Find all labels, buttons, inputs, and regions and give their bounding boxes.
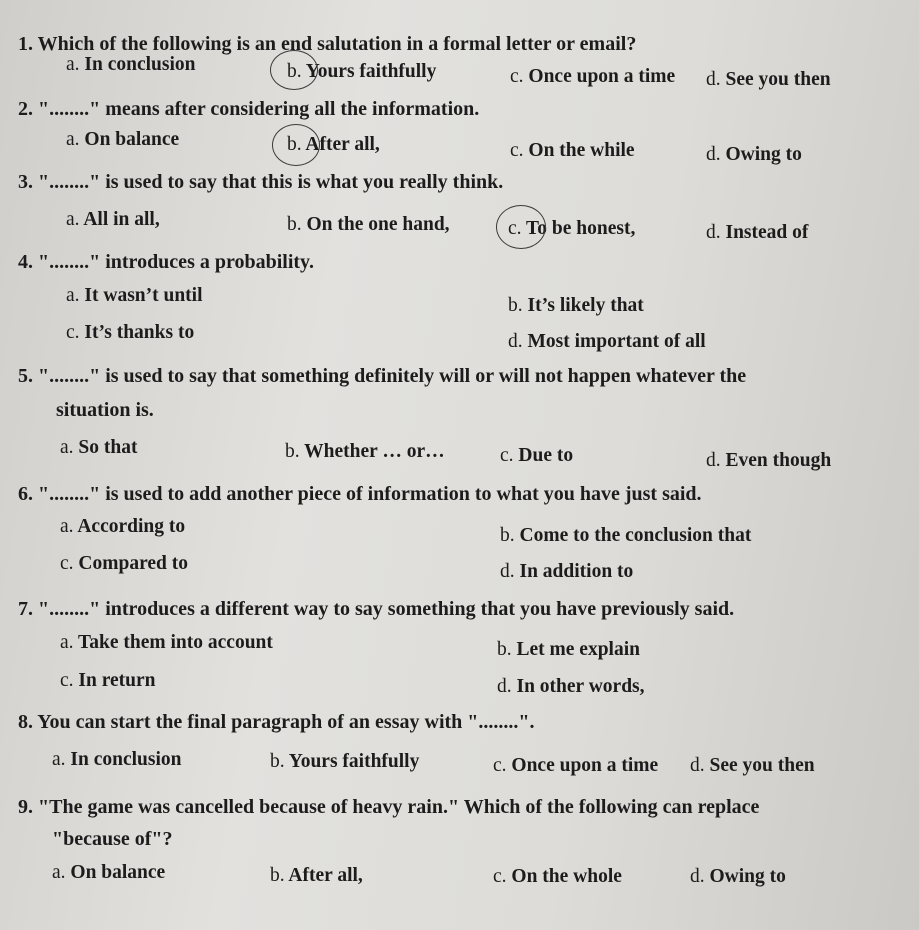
- question-6-prompt: 6. "........" is used to add another piece of information to what you have just said.: [18, 483, 702, 505]
- question-7-option-c: [60, 671, 156, 691]
- question-7-option-b: [497, 640, 640, 660]
- option-text: In other words,: [511, 676, 645, 697]
- option-text: Compared to: [73, 553, 188, 574]
- option-letter: b.: [287, 134, 302, 155]
- question-4-option-c: [66, 323, 194, 343]
- question-1-option-d: [706, 70, 831, 90]
- option-letter: c.: [60, 553, 74, 574]
- option-letter: c.: [508, 218, 522, 239]
- option-text: After all,: [284, 865, 363, 886]
- option-text: Most important of all: [522, 331, 706, 352]
- option-text: See you then: [704, 755, 815, 776]
- option-text: According to: [73, 516, 186, 537]
- option-text: Come to the conclusion that: [514, 525, 752, 546]
- question-4-option-d: [508, 332, 706, 352]
- question-2-prompt: 2. "........" means after considering all the information.: [18, 98, 480, 120]
- option-letter: a.: [60, 632, 74, 653]
- question-7-option-a: [60, 633, 273, 653]
- option-letter: b.: [508, 295, 523, 316]
- question-2-option-c: [510, 141, 635, 161]
- question-8-option-c: [493, 756, 658, 776]
- question-6-option-d: [500, 562, 633, 582]
- option-text: See you then: [720, 69, 831, 90]
- question-8-option-b: [270, 752, 419, 772]
- question-1-option-b: [287, 62, 436, 82]
- question-9-option-c: [493, 867, 622, 887]
- option-letter: a.: [52, 862, 66, 883]
- option-text: It’s likely that: [522, 295, 644, 316]
- option-text: On the whole: [506, 866, 622, 887]
- option-text: Due to: [513, 445, 574, 466]
- question-3-option-d: [706, 223, 808, 243]
- question-3-option-b: [287, 215, 450, 235]
- option-text: On the while: [523, 140, 635, 161]
- option-letter: c.: [493, 755, 507, 776]
- option-text: It’s thanks to: [79, 322, 195, 343]
- question-2-option-d: [706, 145, 802, 165]
- option-letter: b.: [285, 441, 300, 462]
- question-8-option-a: [52, 750, 181, 770]
- option-text: So that: [73, 437, 138, 458]
- option-letter: b.: [270, 865, 285, 886]
- option-letter: d.: [706, 222, 721, 243]
- option-letter: a.: [52, 749, 66, 770]
- option-letter: a.: [60, 437, 74, 458]
- option-text: Even though: [720, 450, 832, 471]
- question-1-option-a: [66, 55, 195, 75]
- question-2-option-b: [287, 135, 380, 155]
- option-text: Owing to: [704, 866, 786, 887]
- question-8-option-d: [690, 756, 815, 776]
- question-3-prompt: 3. "........" is used to say that this is what you really think.: [18, 171, 504, 193]
- question-4-option-b: [508, 296, 644, 316]
- option-letter: d.: [500, 561, 515, 582]
- option-text: Whether … or…: [299, 441, 445, 462]
- option-text: On balance: [79, 129, 180, 150]
- option-letter: b.: [270, 751, 285, 772]
- question-6-option-a: [60, 517, 185, 537]
- option-letter: b.: [287, 214, 302, 235]
- question-2-option-a: [66, 130, 179, 150]
- option-text: Instead of: [720, 222, 809, 243]
- question-9-option-b: [270, 866, 363, 886]
- option-text: Owing to: [720, 144, 802, 165]
- option-letter: d.: [690, 755, 705, 776]
- question-6-option-b: [500, 526, 751, 546]
- question-6-option-c: [60, 554, 188, 574]
- question-8-prompt: 8. You can start the final paragraph of an essay with "........".: [18, 711, 535, 733]
- question-7-option-d: [497, 677, 645, 697]
- question-5-option-a: [60, 438, 137, 458]
- question-3-option-a: [66, 210, 160, 230]
- question-3-option-c: [508, 219, 635, 239]
- question-1-option-c: [510, 67, 675, 87]
- option-letter: a.: [66, 129, 80, 150]
- option-text: All in all,: [79, 209, 160, 230]
- option-text: On the one hand,: [301, 214, 450, 235]
- option-letter: d.: [508, 331, 523, 352]
- question-5-prompt-continued: situation is.: [56, 399, 154, 421]
- question-9-option-d: [690, 867, 786, 887]
- option-text: Once upon a time: [523, 66, 676, 87]
- option-letter: b.: [287, 61, 302, 82]
- option-letter: c.: [500, 445, 514, 466]
- option-letter: d.: [706, 450, 721, 471]
- option-text: In addition to: [514, 561, 634, 582]
- option-text: In conclusion: [65, 749, 182, 770]
- question-9-prompt-continued: "because of"?: [52, 828, 173, 850]
- question-5-option-d: [706, 451, 831, 471]
- question-4-prompt: 4. "........" introduces a probability.: [18, 251, 314, 273]
- option-letter: b.: [500, 525, 515, 546]
- option-text: Yours faithfully: [301, 61, 437, 82]
- option-text: Take them into account: [73, 632, 273, 653]
- question-9-option-a: [52, 863, 165, 883]
- option-letter: c.: [510, 66, 524, 87]
- question-9-prompt: 9. "The game was cancelled because of heavy rain." Which of the following can replace: [18, 796, 760, 818]
- option-letter: b.: [497, 639, 512, 660]
- option-letter: c.: [60, 670, 74, 691]
- option-text: Let me explain: [511, 639, 640, 660]
- option-letter: d.: [706, 144, 721, 165]
- option-letter: d.: [497, 676, 512, 697]
- question-5-option-c: [500, 446, 573, 466]
- option-text: In conclusion: [79, 54, 196, 75]
- option-letter: d.: [690, 866, 705, 887]
- option-letter: a.: [66, 209, 80, 230]
- option-letter: c.: [493, 866, 507, 887]
- question-4-option-a: [66, 286, 203, 306]
- question-5-option-b: [285, 442, 445, 462]
- option-text: Yours faithfully: [284, 751, 420, 772]
- option-letter: a.: [66, 285, 80, 306]
- option-text: In return: [73, 670, 156, 691]
- option-letter: d.: [706, 69, 721, 90]
- question-1-prompt: 1. Which of the following is an end salutation in a formal letter or email?: [18, 33, 637, 55]
- option-letter: a.: [60, 516, 74, 537]
- option-text: To be honest,: [521, 218, 636, 239]
- option-text: After all,: [301, 134, 380, 155]
- question-7-prompt: 7. "........" introduces a different way to say something that you have previously said.: [18, 598, 735, 620]
- option-letter: c.: [510, 140, 524, 161]
- option-text: Once upon a time: [506, 755, 659, 776]
- option-letter: c.: [66, 322, 80, 343]
- option-text: On balance: [65, 862, 166, 883]
- option-letter: a.: [66, 54, 80, 75]
- option-text: It wasn’t until: [79, 285, 203, 306]
- question-5-prompt: 5. "........" is used to say that something definitely will or will not happen whatever the: [18, 365, 747, 387]
